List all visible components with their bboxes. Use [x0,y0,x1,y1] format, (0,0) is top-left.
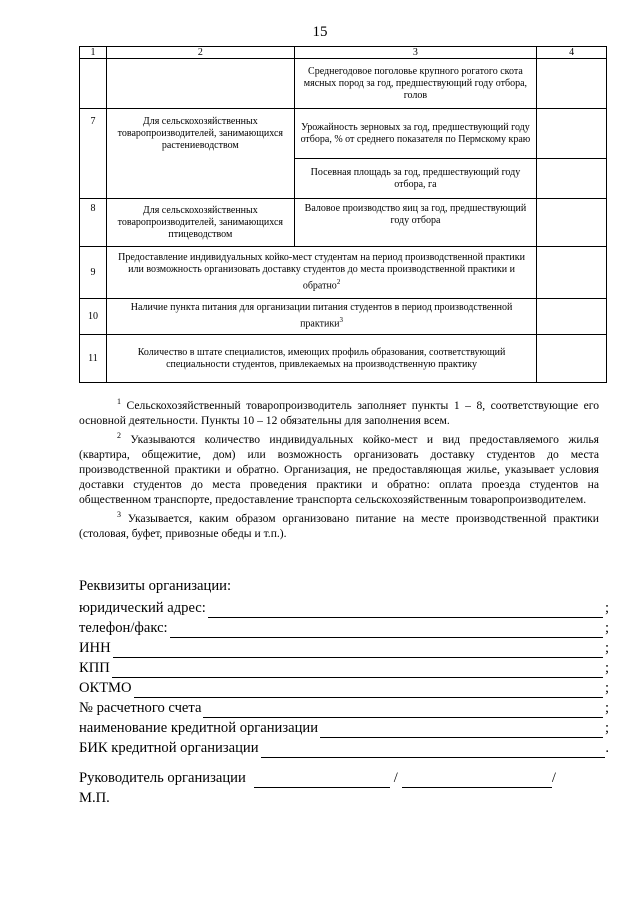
fill-line[interactable] [261,742,606,758]
table-cell: Урожайность зерновых за год, предшествующий году отбора, % от среднего показателя по Пермскому краю [294,109,536,159]
field-end: ; [604,700,609,716]
footnote [79,507,599,541]
row-text: Предоставление индивидуальных койко-мест студентам на период производственной практики или возможность организовать доставку студентов до места производственной практики и обратно [118,252,525,292]
table-cell: Количество в штате специалистов, имеющих профиль образования, соответствующий специальности студентов, привлекаемых на производственную практику [106,335,536,383]
footnote-text: Сельскохозяйственный товаропроизводитель заполняет пункты 1 – 8, соответствующие его основной деятельности. Пункты 10 – 12 обязательны для заполнения всем. [79,398,599,427]
table-header-cell: 4 [537,47,607,59]
field-label: телефон/факс: [79,620,168,636]
requisite-field-bank-name [79,718,609,738]
requisite-field-account [79,698,609,718]
field-end: ; [604,680,609,696]
fill-line[interactable] [208,602,603,618]
requisite-field-oktmo [79,678,609,698]
table-cell-value [537,335,607,383]
table-cell: Среднегодовое поголовье крупного рогатого скота мясных пород за год, предшествующий году отбора, голов [294,59,536,109]
footnote-mark: 3 [117,509,121,519]
footnote-ref: 2 [336,278,341,287]
field-label: ИНН [79,640,111,656]
row-number: 10 [80,299,107,335]
footnote [79,428,599,507]
field-end: ; [604,640,609,656]
field-label: КПП [79,660,110,676]
footnote-text: Указывается, каким образом организовано питание на месте производственной практики (столовая, буфет, привозные обеды и т.п.). [79,511,599,540]
table-cell-value [537,59,607,109]
field-label: БИК кредитной организации [79,740,259,756]
stamp-row [79,788,556,808]
fill-line[interactable] [134,682,603,698]
table-row [80,109,607,159]
table-row [80,335,607,383]
fill-line[interactable] [203,702,603,718]
row-number: 9 [80,247,107,299]
field-label: наименование кредитной организации [79,720,319,736]
table-header-cell: 1 [80,47,107,59]
requisite-field-legal-address [79,598,609,618]
table-cell-value [537,159,607,199]
footnote [79,394,599,428]
requisite-field-kpp [79,658,609,678]
separator: / [393,770,398,786]
table-cell-value [537,299,607,335]
name-line[interactable] [402,772,552,788]
field-label: юридический адрес: [79,600,206,616]
row-number: 8 [80,199,107,247]
footnote-mark: 1 [117,397,121,406]
table-row [80,199,607,247]
field-label: № расчетного счета [79,700,202,716]
field-end: ; [604,620,609,636]
fill-line[interactable] [112,662,603,678]
organization-requisites [79,576,609,758]
footnote-ref: 3 [339,316,344,325]
table-cell-value [537,247,607,299]
table-row [80,299,607,335]
table-cell [106,59,294,109]
table-cell: Для сельскохозяйственных товаропроизводителей, занимающихся птицеводством [106,199,294,247]
table-cell [106,247,536,299]
field-end: ; [604,720,609,736]
signature-row [79,768,556,788]
requisites-title: Реквизиты организации: [79,578,232,594]
table-cell: Валовое производство яиц за год, предшествующий году отбора [294,199,536,247]
field-end: ; [604,600,609,616]
criteria-table [79,46,607,383]
signature-line[interactable] [254,772,390,788]
field-end: . [605,740,609,756]
fill-line[interactable] [170,622,603,638]
stamp-label: М.П. [79,790,110,806]
separator: / [551,770,556,786]
footnote-mark: 2 [117,430,121,440]
signature-block [79,768,556,808]
table-row [80,59,607,109]
table-cell [106,299,536,335]
field-end: ; [604,660,609,676]
fill-line[interactable] [320,722,603,738]
requisite-field-inn [79,638,609,658]
footnotes [79,394,599,541]
footnote-text: Указываются количество индивидуальных койко-мест и вид предоставляемого жилья (квартира, общежитие, дом) или возможность организовать доставку студентов до места производственной практики и обратно. Организация, не предоставляющая жилье, указывает условия доставки студентов до места проведения практики и обратно: оплата проезда студентов на общественном транспорте, предоставление транспорта сельскохозяйственным товаропроизводителем. [79,432,599,506]
page-number: 15 [312,24,328,40]
table-header-row [80,47,607,59]
table-cell: Посевная площадь за год, предшествующий году отбора, га [294,159,536,199]
table-header-cell: 3 [294,47,536,59]
row-number: 11 [80,335,107,383]
table-row [80,247,607,299]
requisite-field-phone-fax [79,618,609,638]
table-cell-value [537,199,607,247]
table-header-cell: 2 [106,47,294,59]
fill-line[interactable] [113,642,603,658]
signature-label: Руководитель организации [79,770,246,786]
row-number: 7 [80,109,107,199]
table-cell [80,59,107,109]
table-cell: Для сельскохозяйственных товаропроизводителей, занимающихся растениеводством [106,109,294,199]
field-label: ОКТМО [79,680,132,696]
row-text: Наличие пункта питания для организации питания студентов в период производственной практики [130,302,513,330]
requisite-field-bik [79,738,609,758]
table-cell-value [537,109,607,159]
